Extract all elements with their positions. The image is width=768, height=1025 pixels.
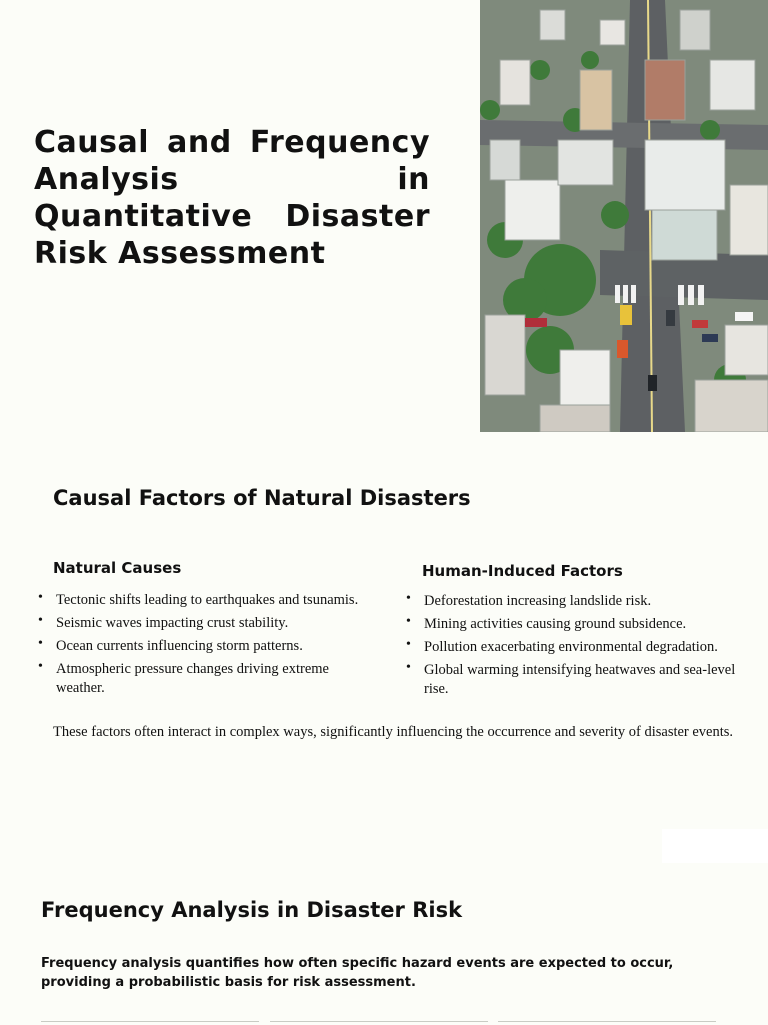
list-item: • Deforestation increasing landslide risk. — [406, 592, 736, 611]
list-item: • Seismic waves impacting crust stability. — [38, 614, 368, 633]
card-edge — [498, 1021, 716, 1025]
list-item: • Mining activities causing ground subsidence. — [406, 615, 736, 634]
natural-causes-heading: Natural Causes — [53, 559, 182, 577]
list-item: • Atmospheric pressure changes driving extreme weather. — [38, 660, 368, 698]
interaction-note: These factors often interact in complex ways, significantly influencing the occurrence and severity of disaster events. — [53, 724, 734, 740]
frequency-intro: Frequency analysis quantifies how often specific hazard events are expected to occur, providing a probabilistic basis for risk assessment. — [41, 956, 674, 990]
blank-panel — [662, 829, 768, 863]
natural-causes-list — [38, 591, 368, 702]
card-edge — [41, 1021, 259, 1025]
causal-factors-heading: Causal Factors of Natural Disasters — [53, 486, 471, 510]
human-factors-list — [406, 592, 736, 703]
list-item: • Tectonic shifts leading to earthquakes and tsunamis. — [38, 591, 368, 610]
page-title: Causal and Frequency Analysis in Quantitative Disaster Risk Assessment — [34, 125, 430, 271]
city-aerial-photo — [480, 0, 768, 432]
card-edge — [270, 1021, 488, 1025]
list-item: • Global warming intensifying heatwaves and sea-level rise. — [406, 661, 736, 699]
human-factors-heading: Human-Induced Factors — [422, 562, 623, 580]
list-item: • Pollution exacerbating environmental degradation. — [406, 638, 736, 657]
frequency-heading: Frequency Analysis in Disaster Risk — [41, 898, 463, 922]
list-item: • Ocean currents influencing storm patterns. — [38, 637, 368, 656]
